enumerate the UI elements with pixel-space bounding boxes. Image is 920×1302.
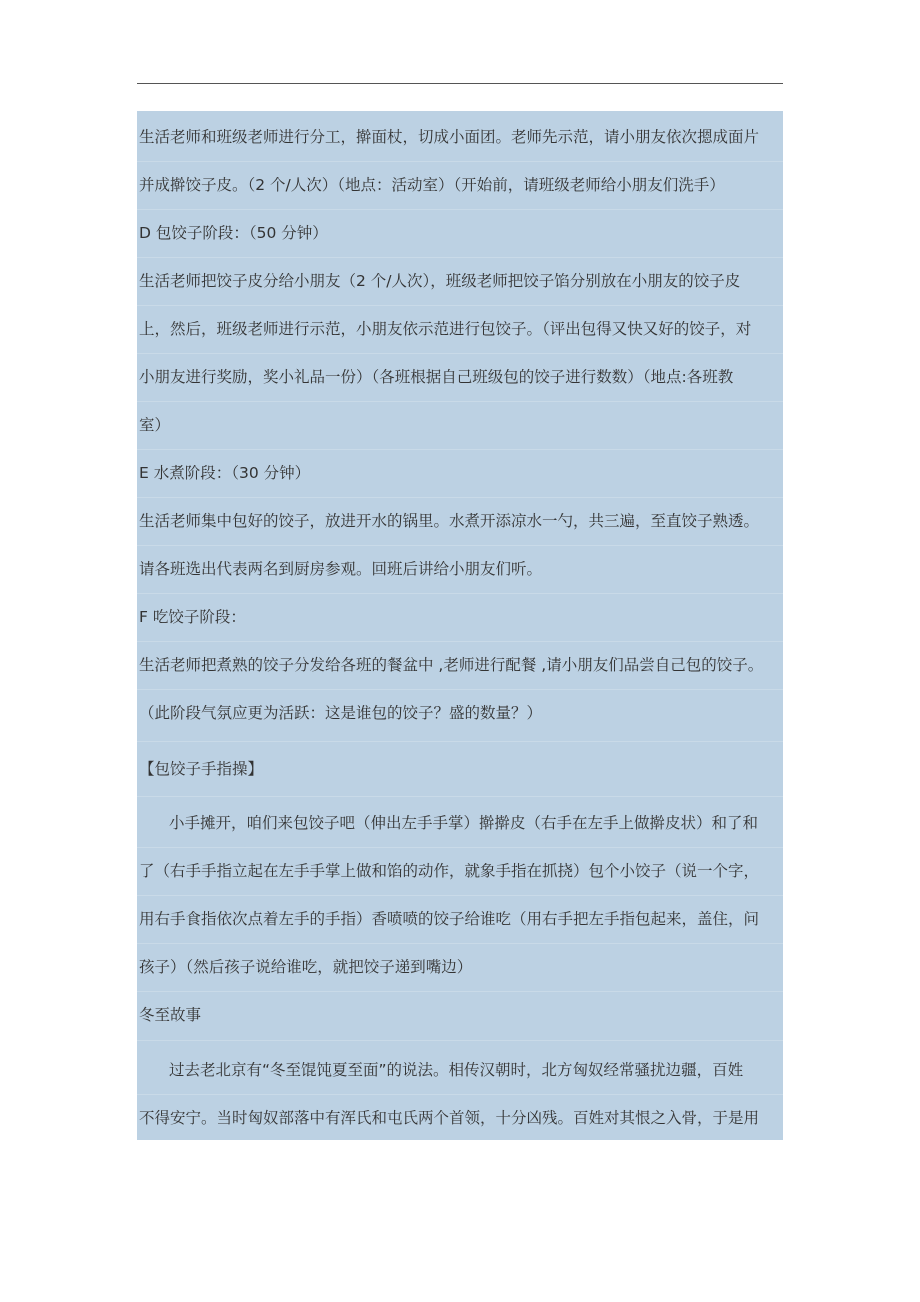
section-heading: E 水煮阶段：（30 分钟） (139, 464, 311, 482)
line-divider (137, 401, 783, 402)
text-line: 上，然后，班级老师进行示范，小朋友依示范进行包饺子。（评出包得又快又好的饺子，对 (139, 320, 752, 338)
section-heading: 【包饺子手指操】 (139, 760, 264, 778)
text-line: 不得安宁。当时匈奴部落中有浑氏和屯氏两个首领，十分凶残。百姓对其恨之入骨，于是用 (139, 1109, 760, 1127)
line-divider (137, 1040, 783, 1041)
section-heading: D 包饺子阶段：（50 分钟） (139, 224, 328, 242)
text-line: 了（右手手指立起在左手手掌上做和馅的动作，就象手指在抓挠）包个小饺子（说一个字， (139, 862, 760, 880)
text-line: 孩子）（然后孩子说给谁吃，就把饺子递到嘴边） (139, 958, 473, 976)
line-divider (137, 991, 783, 992)
text-line: 用右手食指依次点着左手的手指）香喷喷的饺子给谁吃（用右手把左手指包起来，盖住，问 (139, 910, 760, 928)
line-divider (137, 796, 783, 797)
section-heading: F 吃饺子阶段： (139, 608, 246, 626)
text-line: 室） (139, 416, 171, 434)
text-line: 生活老师集中包好的饺子，放进开水的锅里。水煮开添凉水一勺，共三遍，至直饺子熟透。 (139, 512, 760, 530)
document-body (137, 111, 783, 1140)
text-line: 小朋友进行奖励，奖小礼品一份）（各班根据自己班级包的饺子进行数数）（地点:各班教 (139, 368, 734, 386)
text-line: 生活老师把煮熟的饺子分发给各班的餐盆中 ,老师进行配餐 ,请小朋友们品尝自己包的饺子。 (139, 656, 764, 674)
header-rule (137, 83, 783, 84)
text-line: 请各班选出代表两名到厨房参观。回班后讲给小朋友们听。 (139, 560, 543, 578)
text-line: 生活老师和班级老师进行分工，擀面杖，切成小面团。老师先示范，请小朋友依次摁成面片 (139, 128, 760, 146)
section-heading: 冬至故事 (139, 1006, 202, 1024)
text-line: 生活老师把饺子皮分给小朋友（2 个/人次），班级老师把饺子馅分别放在小朋友的饺子皮 (139, 272, 741, 290)
text-line: （此阶段气氛应更为活跃：这是谁包的饺子？盛的数量？） (139, 704, 543, 722)
text-line: 小手摊开，咱们来包饺子吧（伸出左手手掌）擀擀皮（右手在左手上做擀皮状）和了和 (169, 814, 759, 832)
line-divider (137, 741, 783, 742)
text-line: 过去老北京有“冬至馄饨夏至面”的说法。相传汉朝时，北方匈奴经常骚扰边疆，百姓 (169, 1061, 744, 1079)
text-line: 并成擀饺子皮。（2 个/人次）（地点：活动室）（开始前，请班级老师给小朋友们洗手） (139, 176, 725, 194)
